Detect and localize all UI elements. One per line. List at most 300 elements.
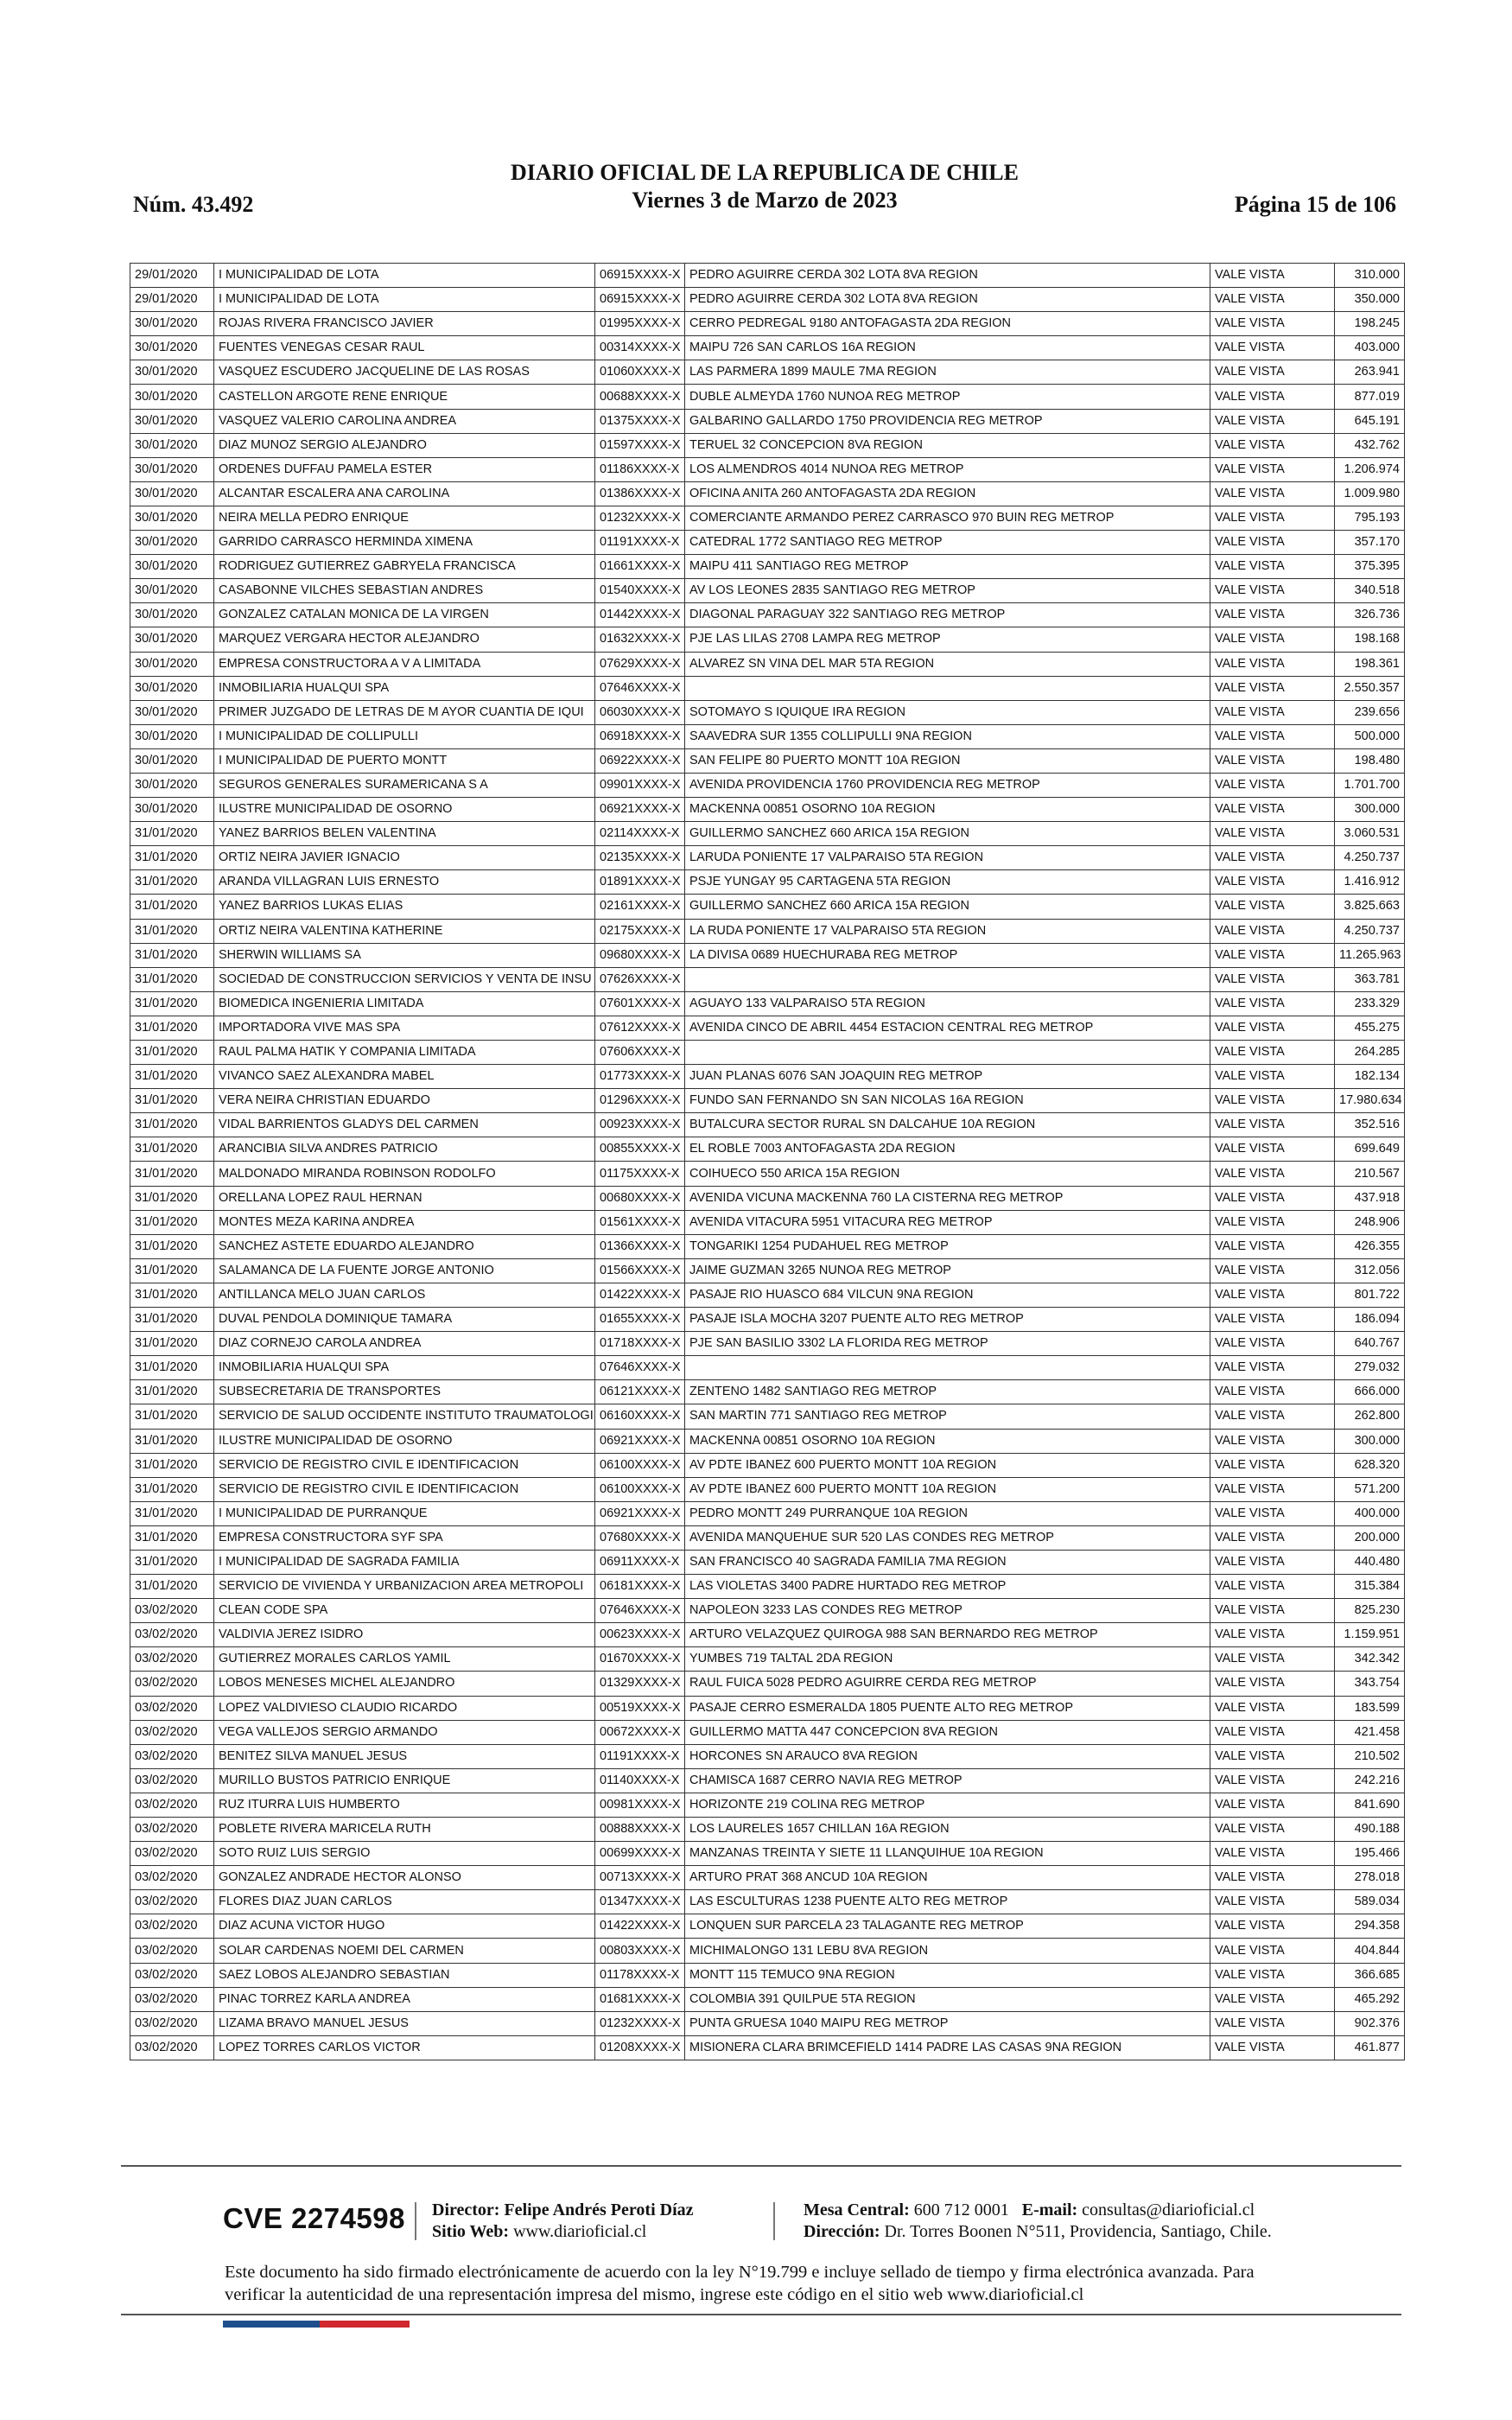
document-type-cell: VALE VISTA [1210,1818,1335,1842]
date-cell: 31/01/2020 [130,895,214,919]
table-row [130,1308,1405,1332]
name-cell: MARQUEZ VERGARA HECTOR ALEJANDRO [214,627,595,652]
address-cell: SAN FELIPE 80 PUERTO MONTT 10A REGION [685,748,1210,773]
document-type-cell: VALE VISTA [1210,2035,1335,2060]
amount-cell: 841.690 [1335,1793,1405,1817]
document-type-cell: VALE VISTA [1210,1939,1335,1963]
amount-cell: 375.395 [1335,555,1405,579]
name-cell: YANEZ BARRIOS LUKAS ELIAS [214,895,595,919]
address-cell: MANZANAS TREINTA Y SIETE 11 LLANQUIHUE 10A REGION [685,1842,1210,1866]
name-cell: VALDIVIA JEREZ ISIDRO [214,1623,595,1647]
document-type-cell: VALE VISTA [1210,748,1335,773]
amount-cell: 795.193 [1335,506,1405,530]
document-type-cell: VALE VISTA [1210,773,1335,797]
amount-cell: 278.018 [1335,1866,1405,1890]
address-label: Dirección: [804,2222,880,2241]
date-cell: 31/01/2020 [130,1332,214,1356]
rut-cell: 06911XXXX-X [595,1550,685,1574]
date-cell: 03/02/2020 [130,1720,214,1744]
table-row [130,1332,1405,1356]
address-cell: PEDRO AGUIRRE CERDA 302 LOTA 8VA REGION [685,264,1210,288]
amount-cell: 300.000 [1335,798,1405,822]
address-cell: BUTALCURA SECTOR RURAL SN DALCAHUE 10A REGION [685,1113,1210,1137]
document-type-cell: VALE VISTA [1210,1041,1335,1065]
rut-cell: 01566XXXX-X [595,1258,685,1283]
director-label: Director: [432,2200,500,2219]
name-cell: MALDONADO MIRANDA ROBINSON RODOLFO [214,1162,595,1186]
date-cell: 30/01/2020 [130,724,214,748]
amount-cell: 343.754 [1335,1672,1405,1696]
document-type-cell: VALE VISTA [1210,1987,1335,2011]
name-cell: PRIMER JUZGADO DE LETRAS DE M AYOR CUANTIA DE IQUI [214,700,595,724]
rut-cell: 01561XXXX-X [595,1210,685,1234]
table-row [130,943,1405,967]
name-cell: SUBSECRETARIA DE TRANSPORTES [214,1380,595,1404]
date-cell: 31/01/2020 [130,1283,214,1307]
cve-code: CVE 2274598 [223,2202,405,2234]
name-cell: INMOBILIARIA HUALQUI SPA [214,1356,595,1380]
name-cell: SANCHEZ ASTETE EDUARDO ALEJANDRO [214,1234,595,1258]
address-cell: AVENIDA VICUNA MACKENNA 760 LA CISTERNA REG METROP [685,1186,1210,1210]
amount-cell: 186.094 [1335,1308,1405,1332]
rut-cell: 00314XXXX-X [595,336,685,360]
document-type-cell: VALE VISTA [1210,1501,1335,1525]
rut-cell: 06121XXXX-X [595,1380,685,1404]
document-type-cell: VALE VISTA [1210,288,1335,312]
document-type-cell: VALE VISTA [1210,1429,1335,1453]
date-cell: 30/01/2020 [130,579,214,603]
address-cell: NAPOLEON 3233 LAS CONDES REG METROP [685,1599,1210,1623]
date-cell: 31/01/2020 [130,1404,214,1429]
table-row [130,822,1405,846]
rut-cell: 01175XXXX-X [595,1162,685,1186]
date-cell: 03/02/2020 [130,1744,214,1768]
email-value[interactable]: consultas@diarioficial.cl [1082,2200,1255,2219]
amount-cell: 1.701.700 [1335,773,1405,797]
date-cell: 29/01/2020 [130,288,214,312]
name-cell: DIAZ ACUNA VICTOR HUGO [214,1914,595,1939]
amount-cell: 825.230 [1335,1599,1405,1623]
address-cell: AV PDTE IBANEZ 600 PUERTO MONTT 10A REGION [685,1477,1210,1501]
payments-table-body [130,264,1405,2060]
rut-cell: 01422XXXX-X [595,1914,685,1939]
table-row [130,481,1405,506]
document-type-cell: VALE VISTA [1210,895,1335,919]
contact-block [804,2200,1272,2243]
rut-cell: 01140XXXX-X [595,1768,685,1793]
address-cell: AGUAYO 133 VALPARAISO 5TA REGION [685,991,1210,1016]
rut-cell: 01718XXXX-X [595,1332,685,1356]
rut-cell: 02135XXXX-X [595,846,685,870]
name-cell: VIVANCO SAEZ ALEXANDRA MABEL [214,1065,595,1089]
address-cell: ZENTENO 1482 SANTIAGO REG METROP [685,1380,1210,1404]
address-cell: ARTURO PRAT 368 ANCUD 10A REGION [685,1866,1210,1890]
document-type-cell: VALE VISTA [1210,724,1335,748]
rut-cell: 01891XXXX-X [595,870,685,895]
name-cell: ORDENES DUFFAU PAMELA ESTER [214,457,595,481]
amount-cell: 198.480 [1335,748,1405,773]
amount-cell: 262.800 [1335,1404,1405,1429]
name-cell: VEGA VALLEJOS SERGIO ARMANDO [214,1720,595,1744]
name-cell: SERVICIO DE VIVIENDA Y URBANIZACION AREA METROPOLI [214,1575,595,1599]
address-cell: AVENIDA MANQUEHUE SUR 520 LAS CONDES REG METROP [685,1525,1210,1550]
table-row [130,1818,1405,1842]
amount-cell: 571.200 [1335,1477,1405,1501]
date-cell: 30/01/2020 [130,652,214,676]
table-row [130,336,1405,360]
name-cell: I MUNICIPALIDAD DE LOTA [214,288,595,312]
date-cell: 31/01/2020 [130,846,214,870]
amount-cell: 294.358 [1335,1914,1405,1939]
address-cell: PJE SAN BASILIO 3302 LA FLORIDA REG METROP [685,1332,1210,1356]
date-cell: 31/01/2020 [130,1308,214,1332]
rut-cell: 06915XXXX-X [595,288,685,312]
address-cell: LA RUDA PONIENTE 17 VALPARAISO 5TA REGION [685,919,1210,943]
name-cell: SOTO RUIZ LUIS SERGIO [214,1842,595,1866]
rut-cell: 01366XXXX-X [595,1234,685,1258]
table-row [130,457,1405,481]
address-cell: MISIONERA CLARA BRIMCEFIELD 1414 PADRE LAS CASAS 9NA REGION [685,2035,1210,2060]
table-row [130,1744,1405,1768]
rut-cell: 09680XXXX-X [595,943,685,967]
date-cell: 31/01/2020 [130,1041,214,1065]
director-line [432,2200,694,2221]
document-type-cell: VALE VISTA [1210,457,1335,481]
name-cell: I MUNICIPALIDAD DE COLLIPULLI [214,724,595,748]
address-cell: SAN MARTIN 771 SANTIAGO REG METROP [685,1404,1210,1429]
amount-cell: 699.649 [1335,1137,1405,1162]
rut-cell: 00623XXXX-X [595,1623,685,1647]
table-row [130,676,1405,700]
address-cell: LONQUEN SUR PARCELA 23 TALAGANTE REG METROP [685,1914,1210,1939]
table-row [130,1380,1405,1404]
address-value: Dr. Torres Boonen N°511, Providencia, Santiago, Chile. [884,2222,1272,2241]
amount-cell: 465.292 [1335,1987,1405,2011]
rut-cell: 02114XXXX-X [595,822,685,846]
amount-cell: 4.250.737 [1335,919,1405,943]
rut-cell: 01540XXXX-X [595,579,685,603]
document-type-cell: VALE VISTA [1210,1842,1335,1866]
address-cell: OFICINA ANITA 260 ANTOFAGASTA 2DA REGION [685,481,1210,506]
amount-cell: 195.466 [1335,1842,1405,1866]
name-cell: SOCIEDAD DE CONSTRUCCION SERVICIOS Y VENTA DE INSU [214,967,595,991]
date-cell: 30/01/2020 [130,481,214,506]
name-cell: ARANCIBIA SILVA ANDRES PATRICIO [214,1137,595,1162]
table-row [130,506,1405,530]
name-cell: GARRIDO CARRASCO HERMINDA XIMENA [214,531,595,555]
name-cell: RODRIGUEZ GUTIERREZ GABRYELA FRANCISCA [214,555,595,579]
table-row [130,895,1405,919]
date-cell: 31/01/2020 [130,1234,214,1258]
name-cell: SERVICIO DE SALUD OCCIDENTE INSTITUTO TRAUMATOLOGI [214,1404,595,1429]
rut-cell: 01375XXXX-X [595,409,685,433]
address-cell: CATEDRAL 1772 SANTIAGO REG METROP [685,531,1210,555]
table-row [130,773,1405,797]
document-type-cell: VALE VISTA [1210,627,1335,652]
name-cell: ANTILLANCA MELO JUAN CARLOS [214,1283,595,1307]
date-cell: 31/01/2020 [130,870,214,895]
address-cell: MACKENNA 00851 OSORNO 10A REGION [685,798,1210,822]
name-cell: GONZALEZ ANDRADE HECTOR ALONSO [214,1866,595,1890]
name-cell: ORTIZ NEIRA VALENTINA KATHERINE [214,919,595,943]
address-cell: TERUEL 32 CONCEPCION 8VA REGION [685,433,1210,457]
address-cell: COIHUECO 550 ARICA 15A REGION [685,1162,1210,1186]
amount-cell: 279.032 [1335,1356,1405,1380]
name-cell: BENITEZ SILVA MANUEL JESUS [214,1744,595,1768]
page-number: Página 15 de 106 [1234,192,1396,217]
name-cell: VASQUEZ ESCUDERO JACQUELINE DE LAS ROSAS [214,360,595,385]
date-cell: 03/02/2020 [130,1914,214,1939]
table-row [130,1477,1405,1501]
document-type-cell: VALE VISTA [1210,1308,1335,1332]
document-type-cell: VALE VISTA [1210,1866,1335,1890]
document-type-cell: VALE VISTA [1210,481,1335,506]
document-type-cell: VALE VISTA [1210,385,1335,409]
address-cell: LARUDA PONIENTE 17 VALPARAISO 5TA REGION [685,846,1210,870]
date-cell: 31/01/2020 [130,1113,214,1137]
name-cell: MONTES MEZA KARINA ANDREA [214,1210,595,1234]
date-cell: 31/01/2020 [130,1525,214,1550]
date-cell: 31/01/2020 [130,1186,214,1210]
name-cell: ROJAS RIVERA FRANCISCO JAVIER [214,312,595,336]
amount-cell: 340.518 [1335,579,1405,603]
amount-cell: 426.355 [1335,1234,1405,1258]
amount-cell: 210.502 [1335,1744,1405,1768]
table-row [130,385,1405,409]
name-cell: ORELLANA LOPEZ RAUL HERNAN [214,1186,595,1210]
rut-cell: 06921XXXX-X [595,1501,685,1525]
name-cell: CASABONNE VILCHES SEBASTIAN ANDRES [214,579,595,603]
amount-cell: 404.844 [1335,1939,1405,1963]
rut-cell: 00699XXXX-X [595,1842,685,1866]
document-type-cell: VALE VISTA [1210,1696,1335,1720]
name-cell: RAUL PALMA HATIK Y COMPANIA LIMITADA [214,1041,595,1065]
document-type-cell: VALE VISTA [1210,433,1335,457]
date-cell: 31/01/2020 [130,822,214,846]
document-type-cell: VALE VISTA [1210,1356,1335,1380]
issue-number: Núm. 43.492 [133,192,254,217]
document-type-cell: VALE VISTA [1210,1647,1335,1672]
date-cell: 03/02/2020 [130,1599,214,1623]
table-row [130,1599,1405,1623]
table-row [130,1258,1405,1283]
table-row [130,1283,1405,1307]
table-row [130,312,1405,336]
date-cell: 03/02/2020 [130,2011,214,2035]
date-cell: 30/01/2020 [130,676,214,700]
table-row [130,1113,1405,1137]
phone-label: Mesa Central: [804,2200,910,2219]
date-cell: 30/01/2020 [130,506,214,530]
rut-cell: 06921XXXX-X [595,1429,685,1453]
rut-cell: 01347XXXX-X [595,1890,685,1914]
table-row [130,433,1405,457]
amount-cell: 326.736 [1335,603,1405,627]
address-cell: AV PDTE IBANEZ 600 PUERTO MONTT 10A REGION [685,1453,1210,1477]
rut-cell: 01597XXXX-X [595,433,685,457]
amount-cell: 1.159.951 [1335,1623,1405,1647]
flag-stripe-blue [223,2321,320,2328]
table-row [130,1501,1405,1525]
rut-cell: 01186XXXX-X [595,457,685,481]
address-cell: PJE LAS LILAS 2708 LAMPA REG METROP [685,627,1210,652]
rut-cell: 01670XXXX-X [595,1647,685,1672]
table-row [130,1065,1405,1089]
table-row [130,1793,1405,1817]
amount-cell: 440.480 [1335,1550,1405,1574]
document-type-cell: VALE VISTA [1210,1477,1335,1501]
rut-cell: 06181XXXX-X [595,1575,685,1599]
address-cell: LAS VIOLETAS 3400 PADRE HURTADO REG METROP [685,1575,1210,1599]
address-cell: AVENIDA PROVIDENCIA 1760 PROVIDENCIA REG METROP [685,773,1210,797]
document-type-cell: VALE VISTA [1210,1089,1335,1113]
document-type-cell: VALE VISTA [1210,700,1335,724]
director-block [432,2200,694,2243]
document-type-cell: VALE VISTA [1210,506,1335,530]
name-cell: FUENTES VENEGAS CESAR RAUL [214,336,595,360]
name-cell: LOPEZ VALDIVIESO CLAUDIO RICARDO [214,1696,595,1720]
table-row [130,1842,1405,1866]
document-type-cell: VALE VISTA [1210,1065,1335,1089]
date-cell: 30/01/2020 [130,555,214,579]
name-cell: VASQUEZ VALERIO CAROLINA ANDREA [214,409,595,433]
rut-cell: 01060XXXX-X [595,360,685,385]
document-type-cell: VALE VISTA [1210,1258,1335,1283]
rut-cell: 01329XXXX-X [595,1672,685,1696]
address-cell: PASAJE CERRO ESMERALDA 1805 PUENTE ALTO REG METROP [685,1696,1210,1720]
rut-cell: 01681XXXX-X [595,1987,685,2011]
date-cell: 03/02/2020 [130,1963,214,1987]
amount-cell: 4.250.737 [1335,846,1405,870]
table-row [130,870,1405,895]
amount-cell: 315.384 [1335,1575,1405,1599]
document-type-cell: VALE VISTA [1210,360,1335,385]
address-cell [685,676,1210,700]
table-row [130,603,1405,627]
rut-cell: 06160XXXX-X [595,1404,685,1429]
rut-cell: 01386XXXX-X [595,481,685,506]
address-cell: GUILLERMO SANCHEZ 660 ARICA 15A REGION [685,895,1210,919]
amount-cell: 210.567 [1335,1162,1405,1186]
date-cell: 30/01/2020 [130,531,214,555]
date-cell: 31/01/2020 [130,1210,214,1234]
rut-cell: 01191XXXX-X [595,531,685,555]
amount-cell: 589.034 [1335,1890,1405,1914]
date-cell: 31/01/2020 [130,1162,214,1186]
document-type-cell: VALE VISTA [1210,336,1335,360]
document-type-cell: VALE VISTA [1210,409,1335,433]
table-row [130,1429,1405,1453]
name-cell: ALCANTAR ESCALERA ANA CAROLINA [214,481,595,506]
email-label: E-mail: [1021,2200,1078,2219]
table-row [130,555,1405,579]
rut-cell: 06100XXXX-X [595,1477,685,1501]
rut-cell: 00672XXXX-X [595,1720,685,1744]
table-row [130,1210,1405,1234]
rut-cell: 07646XXXX-X [595,1356,685,1380]
name-cell: DIAZ MUNOZ SERGIO ALEJANDRO [214,433,595,457]
table-row [130,1550,1405,1574]
name-cell: MURILLO BUSTOS PATRICIO ENRIQUE [214,1768,595,1793]
table-row [130,1137,1405,1162]
date-cell: 31/01/2020 [130,1477,214,1501]
date-cell: 03/02/2020 [130,1623,214,1647]
address-cell: PEDRO MONTT 249 PURRANQUE 10A REGION [685,1501,1210,1525]
amount-cell: 1.009.980 [1335,481,1405,506]
publication-title: DIARIO OFICIAL DE LA REPUBLICA DE CHILE [510,160,1019,185]
document-type-cell: VALE VISTA [1210,1137,1335,1162]
date-cell: 03/02/2020 [130,1647,214,1672]
website-value[interactable]: www.diarioficial.cl [513,2222,647,2241]
amount-cell: 403.000 [1335,336,1405,360]
table-row [130,1404,1405,1429]
address-cell: PSJE YUNGAY 95 CARTAGENA 5TA REGION [685,870,1210,895]
address-cell: HORIZONTE 219 COLINA REG METROP [685,1793,1210,1817]
document-type-cell: VALE VISTA [1210,1623,1335,1647]
address-cell: MACKENNA 00851 OSORNO 10A REGION [685,1429,1210,1453]
date-cell: 30/01/2020 [130,748,214,773]
document-type-cell: VALE VISTA [1210,1186,1335,1210]
address-cell: TONGARIKI 1254 PUDAHUEL REG METROP [685,1234,1210,1258]
rut-cell: 01191XXXX-X [595,1744,685,1768]
address-cell: AVENIDA CINCO DE ABRIL 4454 ESTACION CENTRAL REG METROP [685,1016,1210,1040]
document-type-cell: VALE VISTA [1210,943,1335,967]
address-cell: LA DIVISA 0689 HUECHURABA REG METROP [685,943,1210,967]
table-row [130,1914,1405,1939]
amount-cell: 350.000 [1335,288,1405,312]
rut-cell: 07626XXXX-X [595,967,685,991]
date-cell: 03/02/2020 [130,1793,214,1817]
rut-cell: 01232XXXX-X [595,2011,685,2035]
table-row [130,1356,1405,1380]
name-cell: VERA NEIRA CHRISTIAN EDUARDO [214,1089,595,1113]
rut-cell: 00519XXXX-X [595,1696,685,1720]
address-cell: RAUL FUICA 5028 PEDRO AGUIRRE CERDA REG METROP [685,1672,1210,1696]
table-row [130,1016,1405,1040]
rut-cell: 01422XXXX-X [595,1283,685,1307]
amount-cell: 455.275 [1335,1016,1405,1040]
amount-cell: 490.188 [1335,1818,1405,1842]
amount-cell: 3.060.531 [1335,822,1405,846]
table-row [130,967,1405,991]
rut-cell: 00688XXXX-X [595,385,685,409]
document-type-cell: VALE VISTA [1210,264,1335,288]
document-type-cell: VALE VISTA [1210,1914,1335,1939]
table-row [130,1162,1405,1186]
date-cell: 30/01/2020 [130,798,214,822]
table-row [130,1525,1405,1550]
name-cell: ARANDA VILLAGRAN LUIS ERNESTO [214,870,595,895]
name-cell: PINAC TORREZ KARLA ANDREA [214,1987,595,2011]
address-cell [685,967,1210,991]
table-row [130,1186,1405,1210]
name-cell: EMPRESA CONSTRUCTORA SYF SPA [214,1525,595,1550]
amount-cell: 1.206.974 [1335,457,1405,481]
document-type-cell: VALE VISTA [1210,967,1335,991]
table-row [130,1987,1405,2011]
document-type-cell: VALE VISTA [1210,1113,1335,1137]
amount-cell: 902.376 [1335,2011,1405,2035]
flag-stripe-red [320,2321,410,2328]
date-cell: 30/01/2020 [130,627,214,652]
website-line [432,2221,694,2243]
date-cell: 31/01/2020 [130,1380,214,1404]
address-cell: PEDRO AGUIRRE CERDA 302 LOTA 8VA REGION [685,288,1210,312]
name-cell: SERVICIO DE REGISTRO CIVIL E IDENTIFICACION [214,1477,595,1501]
phone-email-line [804,2200,1272,2221]
date-cell: 31/01/2020 [130,1429,214,1453]
rut-cell: 01995XXXX-X [595,312,685,336]
